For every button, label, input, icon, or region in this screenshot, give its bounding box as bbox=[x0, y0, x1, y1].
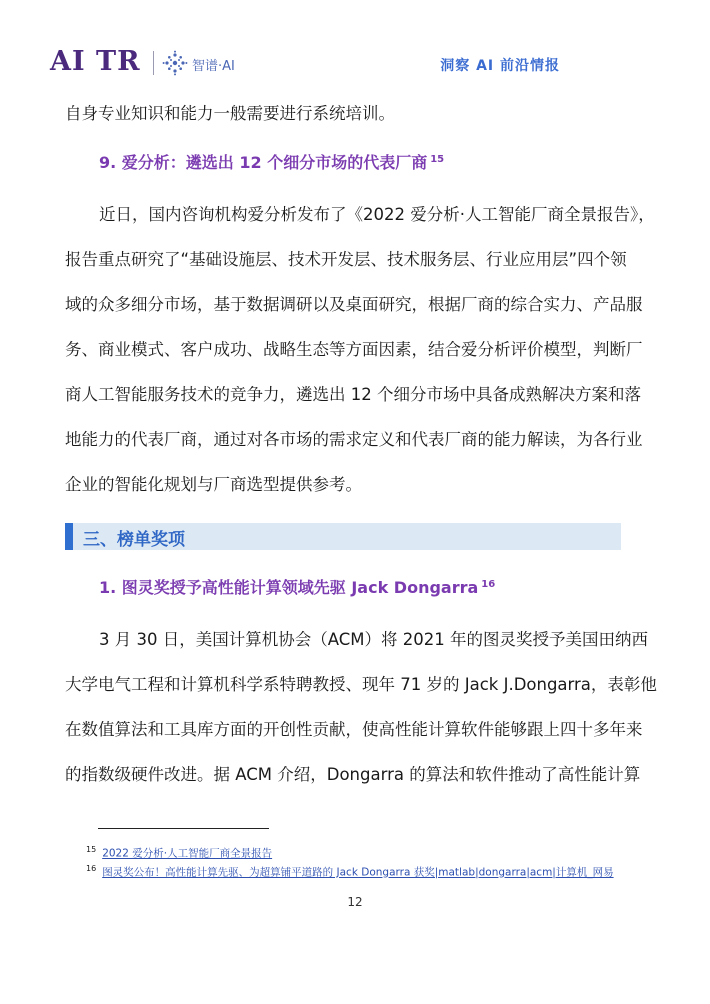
paragraph-line: 企业的智能化规划与厂商选型提供参考。 bbox=[65, 475, 362, 494]
footnote-ref-16[interactable]: 16 bbox=[481, 578, 496, 590]
footnote-15 bbox=[86, 845, 272, 861]
page-header bbox=[0, 0, 710, 90]
heading-9 bbox=[99, 150, 444, 173]
header-tagline: 洞察 AI 前沿情报 bbox=[440, 58, 560, 74]
footnote-link[interactable]: 2022 爱分析·人工智能厂商全景报告 bbox=[102, 847, 273, 860]
heading-9-text: 9. 爱分析：遴选出 12 个细分市场的代表厂商 bbox=[99, 153, 428, 172]
paragraph-line: 务、商业模式、客户成功、战略生态等方面因素，结合爱分析评价模型，判断厂 bbox=[65, 340, 643, 359]
footnote-ref-15[interactable]: 15 bbox=[430, 153, 445, 165]
logo-divider bbox=[153, 51, 154, 75]
logo-text: AI TR bbox=[50, 46, 141, 77]
paragraph-line: 商人工智能服务技术的竞争力，遴选出 12 个细分市场中具备成熟解决方案和落 bbox=[65, 385, 641, 404]
heading-1-text: 1. 图灵奖授予高性能计算领域先驱 Jack Dongarra bbox=[99, 578, 479, 597]
paragraph-line: 3 月 30 日，美国计算机协会（ACM）将 2021 年的图灵奖授予美国田纳西 bbox=[99, 630, 648, 649]
footnote-divider bbox=[98, 828, 269, 829]
paragraph-line: 域的众多细分市场，基于数据调研以及桌面研究，根据厂商的综合实力、产品服 bbox=[65, 295, 643, 314]
zhipu-logo-icon bbox=[162, 50, 188, 76]
section-marker bbox=[65, 523, 73, 550]
paragraph-line: 大学电气工程和计算机科学系特聘教授、现年 71 岁的 Jack J.Dongarra，表彰他 bbox=[65, 675, 657, 694]
heading-1 bbox=[99, 575, 495, 598]
footnote-link[interactable]: 图灵奖公布！高性能计算先驱、为超算铺平道路的 Jack Dongarra 获奖|matlab|dongarra|acm|计算机_网易 bbox=[102, 866, 614, 879]
footnote-16 bbox=[86, 864, 614, 880]
paragraph-line: 报告重点研究了“基础设施层、技术开发层、技术服务层、行业应用层”四个领 bbox=[65, 250, 627, 269]
paragraph-line: 地能力的代表厂商，通过对各市场的需求定义和代表厂商的能力解读，为各行业 bbox=[65, 430, 643, 449]
logo-subtitle: 智谱·AI bbox=[192, 59, 235, 74]
footnote-number: 16 bbox=[86, 864, 97, 873]
paragraph-line: 近日，国内咨询机构爱分析发布了《2022 爱分析·人工智能厂商全景报告》， bbox=[99, 205, 655, 224]
paragraph-line: 的指数级硬件改进。据 ACM 介绍，Dongarra 的算法和软件推动了高性能计算 bbox=[65, 765, 641, 784]
intro-line: 自身专业知识和能力一般需要进行系统培训。 bbox=[65, 104, 395, 123]
footnote-number: 15 bbox=[86, 845, 97, 854]
page-number: 12 bbox=[347, 895, 363, 909]
section-title: 三、榜单奖项 bbox=[83, 530, 185, 550]
paragraph-line: 在数值算法和工具库方面的开创性贡献，使高性能计算软件能够跟上四十多年来 bbox=[65, 720, 643, 739]
